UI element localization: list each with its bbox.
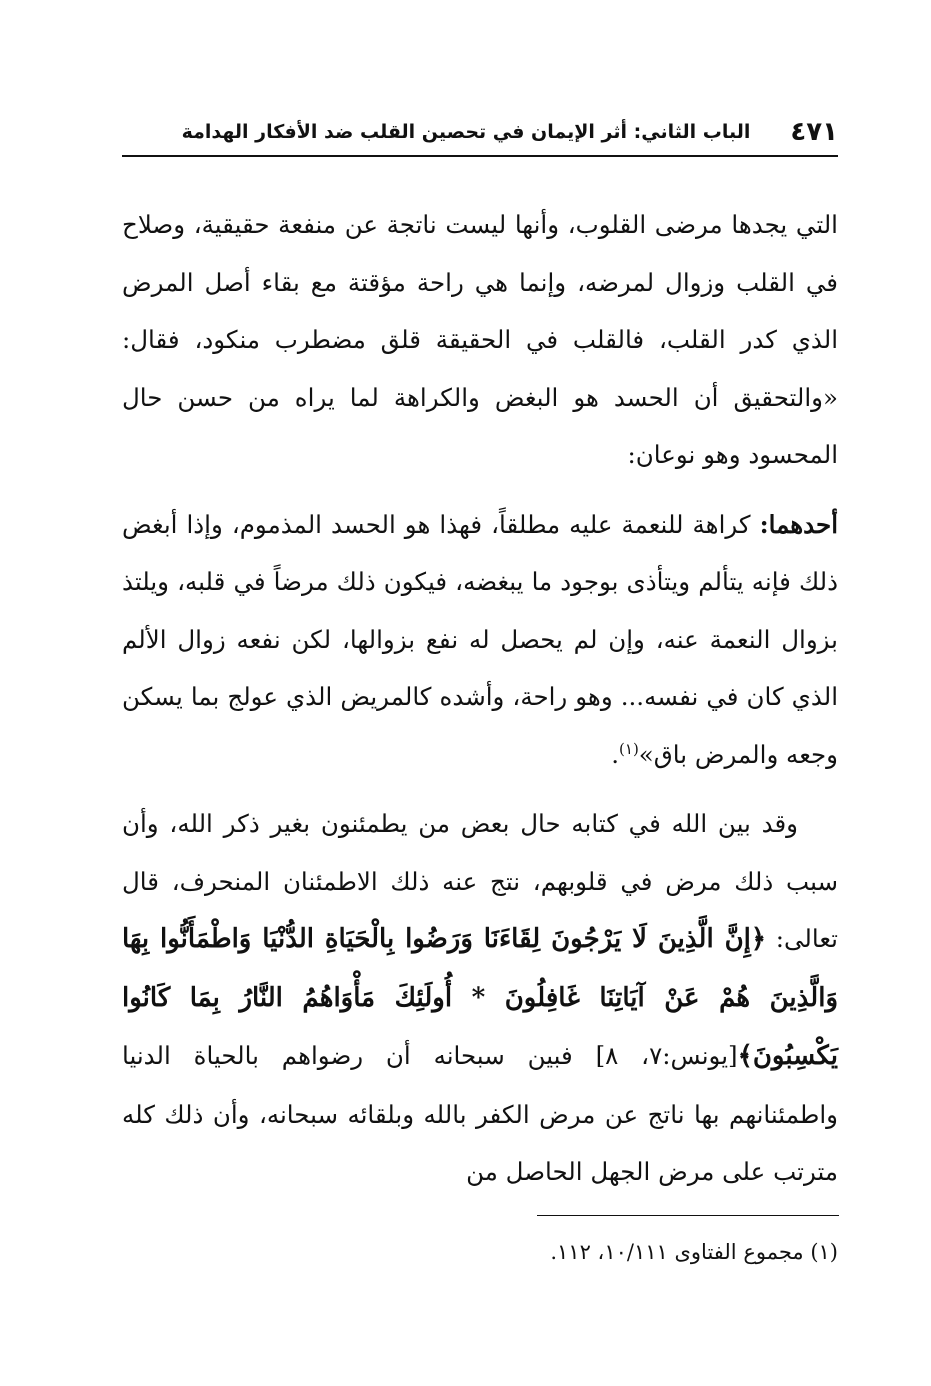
page-number: ٤٧١ <box>790 117 838 147</box>
paragraph-1 <box>122 196 838 484</box>
quran-verse: ﴿إِنَّ الَّذِينَ لَا يَرْجُونَ لِقَاءَنَا وَرَضُوا بِالْحَيَاةِ الدُّنْيَا وَاطْمَأَنُّوا بِهَا وَالَّذِينَ هُمْ عَنْ آيَاتِنَا غَافِلُونَ * أُولَئِكَ مَأْوَاهُمُ النَّارُ بِمَا كَانُوا يَكْسِبُونَ﴾ <box>122 924 838 1071</box>
page-header <box>122 112 838 152</box>
main-text <box>122 196 838 1201</box>
paragraph-3 <box>122 795 838 1201</box>
running-title: الباب الثاني: أثر الإيمان في تحصين القلب ضد الأفكار الهدامة <box>181 121 751 143</box>
header-divider <box>122 155 838 157</box>
paragraph-2 <box>122 496 838 784</box>
paragraph-3-continuation: فبين سبحانه أن رضواهم بالحياة الدنيا واطمئنانهم بها ناتج عن مرض الكفر بالله وبلقائه سبحانه، وأن ذلك كله مترتب على مرض الجهل الحاصل من <box>122 1041 838 1186</box>
paragraph-1-text: التي يجدها مرضى القلوب، وأنها ليست ناتجة عن منفعة حقيقية، وصلاح في القلب وزوال لمرضه، وإنما هي راحة مؤقتة مع بقاء أصل المرض الذي كدر القلب، فالقلب في الحقيقة قلق مضطرب منكود، فقال: «والتحقيق أن الحسد هو البغض والكراهة لما يراه من حسن حال المحسود وهو نوعان: <box>122 210 838 469</box>
footnote: (١) مجموع الفتاوى ١٠/١١١، ١١٢. <box>550 1240 838 1264</box>
paragraph-2-lead-term: أحدهما: <box>759 509 838 539</box>
paragraph-3-text: وقد بين الله في كتابه حال بعض من يطمئنون بغير ذكر الله، وأن سبب ذلك مرض في قلوبهم، نتج عنه ذلك الاطمئنان المنحرف، قال تعالى: <box>122 809 838 953</box>
paragraph-2-text: كراهة للنعمة عليه مطلقاً، فهذا هو الحسد المذموم، وإذا أبغض ذلك فإنه يتألم ويتأذى بوجود ما يبغضه، فيكون ذلك مرضاً في قلبه، ويلتذ بزوال النعمة عنه، وإن لم يحصل له نفع بزوالها، لكن نفعه زوال الألم الذي كان في نفسه... وهو راحة، وأشده كالمريض الذي عولج بما يسكن وجعه والمرض باق» <box>122 509 838 769</box>
verse-reference: [يونس:٧، ٨] <box>595 1041 738 1070</box>
footnote-marker[interactable]: (١) <box>619 739 639 758</box>
footnote-divider <box>537 1215 839 1216</box>
paragraph-2-end: . <box>611 739 620 769</box>
